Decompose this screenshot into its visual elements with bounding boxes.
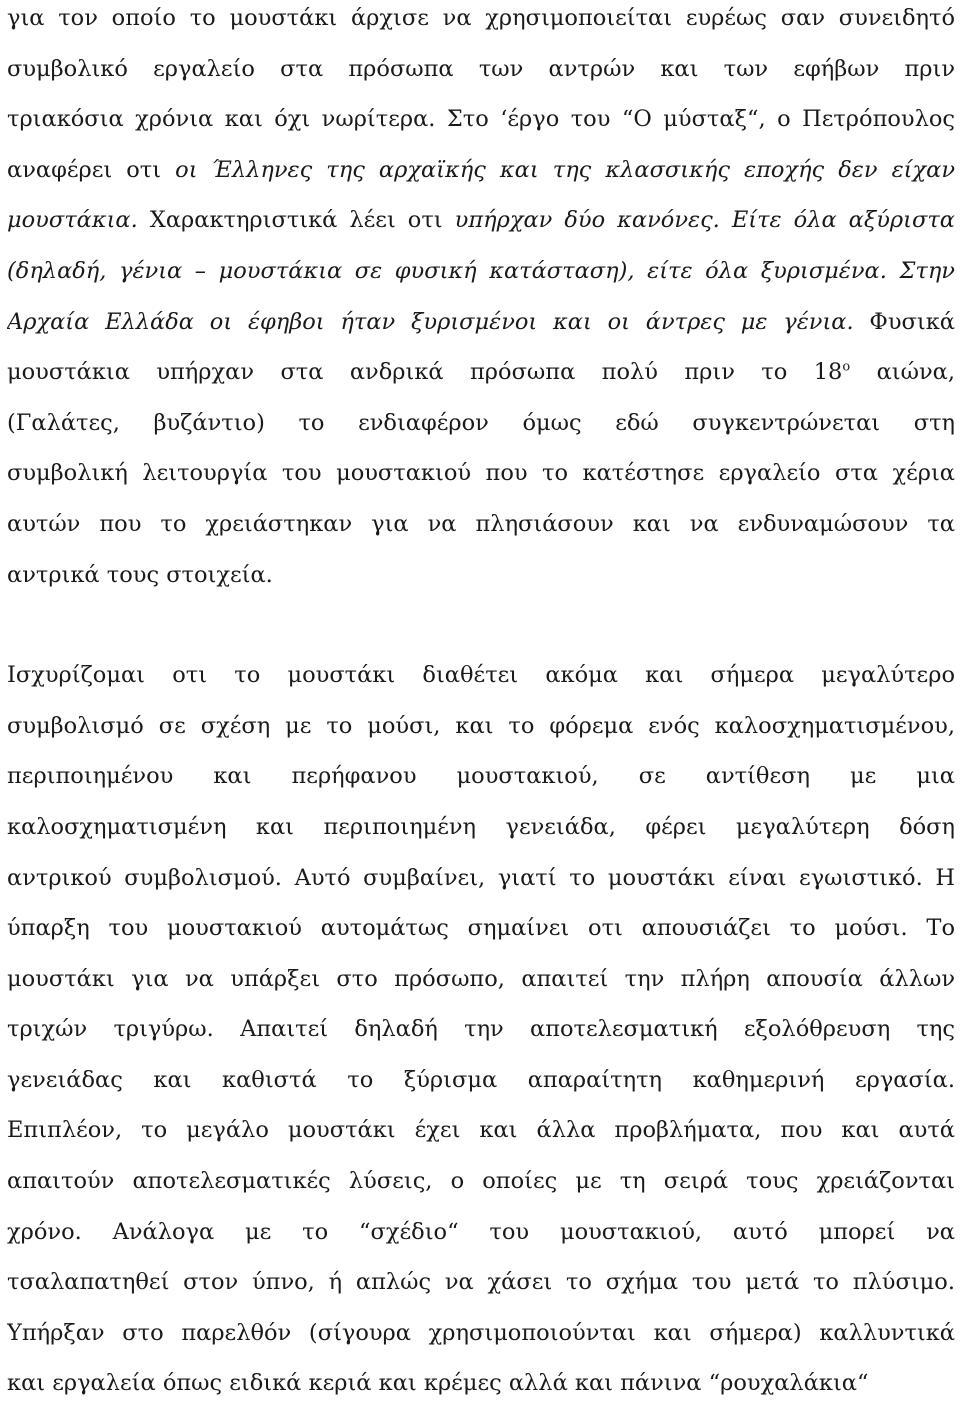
text-segment: τριχών τριγύρω. Απαιτεί δηλαδή την αποτελεσματική εξολόθρευση της: [7, 1016, 955, 1043]
document-page: [7, 0, 955, 1409]
paragraph-1: [7, 0, 955, 600]
text-line: [7, 1308, 955, 1359]
text-segment: απαιτούν αποτελεσματικές λύσεις, ο οποίες με τη σειρά τους χρειάζονται: [7, 1168, 955, 1195]
text-segment: Ισχυρίζομαι οτι το μουστάκι διαθέτει ακόμα και σήμερα μεγαλύτερο: [7, 662, 955, 689]
text-segment: οι Έλληνες της αρχαϊκής και της κλασσικής εποχής δεν είχαν: [175, 156, 955, 183]
text-segment: Υπήρξαν στο παρελθόν (σίγουρα χρησιμοποιούνται και σήμερα) καλλυντικά: [7, 1319, 955, 1346]
text-segment: συμβολικό εργαλείο στα πρόσωπα των αντρών και των εφήβων πριν: [7, 55, 955, 82]
text-segment: Επιπλέον, το μεγάλο μουστάκι έχει και άλλα προβλήματα, που και αυτά: [7, 1117, 955, 1144]
text-segment: χρόνο. Ανάλογα με το “σχέδιο“ του μουστακιού, αυτό μπορεί να: [7, 1218, 955, 1245]
text-line: [7, 94, 955, 145]
superscript-text: ο: [842, 359, 851, 375]
text-line: [7, 44, 955, 95]
text-segment: συμβολισμό σε σχέση με το μούσι, και το φόρεμα ενός καλοσχηματισμένου,: [7, 712, 955, 739]
text-segment: υπήρχαν δύο κανόνες. Είτε όλα αξύριστα: [454, 207, 955, 234]
text-segment: Αρχαία Ελλάδα οι έφηβοι ήταν ξυρισμένοι και οι άντρες με γένια.: [7, 308, 854, 335]
text-line: [7, 701, 955, 752]
text-line: [7, 297, 955, 348]
text-segment: αιώνα,: [850, 359, 955, 386]
text-line: [7, 1358, 955, 1409]
text-segment: μουστάκια.: [7, 207, 138, 234]
text-line: [7, 398, 955, 449]
text-line: [7, 1257, 955, 1308]
text-line: [7, 853, 955, 904]
text-segment: (Γαλάτες, βυζάντιο) το ενδιαφέρον όμως εδώ συγκεντρώνεται στη: [7, 409, 955, 436]
text-line: [7, 1004, 955, 1055]
paragraph-gap: [7, 600, 955, 650]
text-line: [7, 145, 955, 196]
text-segment: Χαρακτηριστικά λέει οτι: [137, 207, 455, 234]
text-segment: αντρικού συμβολισμού. Αυτό συμβαίνει, γιατί το μουστάκι είναι εγωιστικό. Η: [7, 864, 955, 891]
text-segment: καλοσχηματισμένη και περιποιημένη γενειάδα, φέρει μεγαλύτερη δόση: [7, 813, 955, 840]
text-line: [7, 0, 955, 44]
text-segment: (δηλαδή, γένια – μουστάκια σε φυσική κατάσταση), είτε όλα ξυρισμένα. Στην: [7, 257, 955, 284]
text-line: [7, 1105, 955, 1156]
text-line: [7, 195, 955, 246]
text-line: [7, 448, 955, 499]
text-line: [7, 751, 955, 802]
text-segment: Φυσικά: [853, 308, 955, 335]
text-segment: μουστάκι για να υπάρξει στο πρόσωπο, απαιτεί την πλήρη απουσία άλλων: [7, 965, 955, 992]
text-segment: για τον οποίο το μουστάκι άρχισε να χρησιμοποιείται ευρέως σαν συνειδητό: [7, 5, 955, 31]
text-line: [7, 246, 955, 297]
text-segment: αυτών που το χρειάστηκαν για να πλησιάσουν και να ενδυναμώσουν τα: [7, 510, 955, 537]
text-line: [7, 802, 955, 853]
text-segment: αντρικά τους στοιχεία.: [7, 561, 273, 588]
text-segment: ύπαρξη του μουστακιού αυτομάτως σημαίνει οτι απουσιάζει το μούσι. Το: [7, 915, 955, 942]
text-line: [7, 954, 955, 1005]
text-segment: συμβολική λειτουργία του μουστακιού που το κατέστησε εργαλείο στα χέρια: [7, 460, 955, 487]
text-segment: και εργαλεία όπως ειδικά κεριά και κρέμες αλλά και πάνινα “ρουχαλάκια“: [7, 1370, 869, 1397]
text-line: [7, 1055, 955, 1106]
text-line: [7, 1156, 955, 1207]
text-line: [7, 499, 955, 550]
text-line: [7, 650, 955, 701]
text-line: [7, 1207, 955, 1258]
text-segment: αναφέρει οτι: [7, 156, 176, 183]
text-line: [7, 903, 955, 954]
text-segment: τσαλαπατηθεί στον ύπνο, ή απλώς να χάσει το σχήμα του μετά το πλύσιμο.: [7, 1269, 955, 1296]
text-line: [7, 550, 955, 601]
text-segment: μουστάκια υπήρχαν στα ανδρικά πρόσωπα πολύ πριν το 18: [7, 359, 843, 386]
text-segment: γενειάδας και καθιστά το ξύρισμα απαραίτητη καθημερινή εργασία.: [7, 1066, 955, 1093]
paragraph-2: [7, 650, 955, 1409]
text-segment: τριακόσια χρόνια και όχι νωρίτερα. Στο ‘έργο του “Ο μύσταξ“, ο Πετρόπουλος: [7, 106, 955, 133]
text-line: [7, 347, 955, 398]
text-segment: περιποιημένου και περήφανου μουστακιού, σε αντίθεση με μια: [7, 763, 955, 790]
